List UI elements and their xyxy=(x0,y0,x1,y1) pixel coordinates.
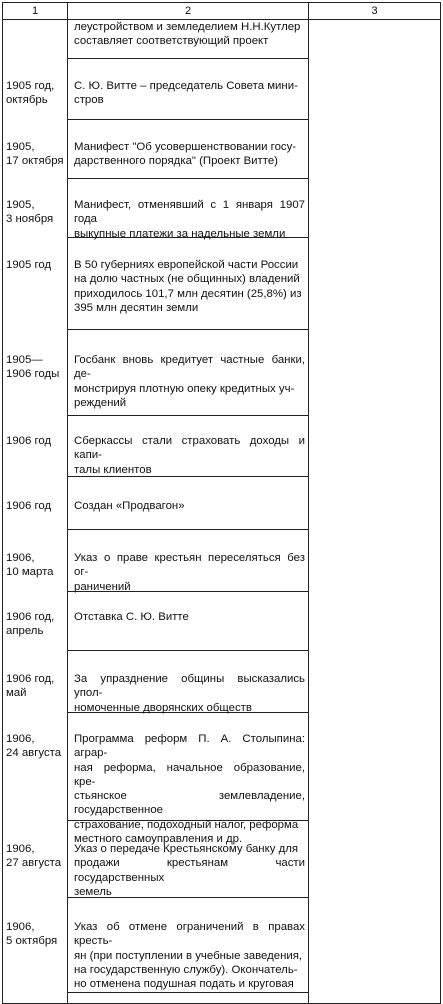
event-line: дарственного порядка" (Проект Витте) xyxy=(74,155,278,168)
date-line: 1905 год xyxy=(6,259,52,271)
table-row xyxy=(3,831,441,908)
notes-cell xyxy=(309,69,441,130)
table-row xyxy=(3,602,441,661)
event-line: но отменена подушная подать и круговая xyxy=(74,978,294,991)
date-line: май xyxy=(6,687,27,700)
notes-cell xyxy=(309,426,441,487)
event-cell xyxy=(68,723,309,846)
date-cell xyxy=(3,426,68,487)
date-line: 1906 год, xyxy=(6,673,55,685)
chronology-table xyxy=(2,2,441,1004)
event-line: составляет соответствующий проект xyxy=(74,35,269,48)
event-line: В 50 губерниях европейской части России xyxy=(74,259,299,271)
event-cell xyxy=(68,189,309,248)
event-line: приходилось 101,7 млн десятин (25,8%) из xyxy=(74,287,302,300)
event-line: номоченные дворянских обществ xyxy=(74,701,252,714)
event-text xyxy=(68,908,308,992)
event-cell xyxy=(68,908,309,1004)
date-cell xyxy=(3,831,68,908)
date-line: 17 октября xyxy=(6,155,64,168)
date-line: октябрь xyxy=(6,94,48,107)
notes-cell xyxy=(309,20,441,70)
event-line: земель xyxy=(74,885,112,898)
event-line: Сберкассы стали страховать доходы и капи- xyxy=(74,435,305,462)
date-line: 1905, xyxy=(6,199,35,211)
event-line: Указ о праве крестьян переселяться без ог- xyxy=(74,552,305,579)
notes-cell xyxy=(309,487,441,540)
event-cell xyxy=(68,69,309,130)
event-cell xyxy=(68,248,309,340)
event-cell xyxy=(68,130,309,189)
event-text xyxy=(68,340,308,415)
date-text xyxy=(3,487,67,539)
date-text xyxy=(3,248,67,339)
event-line: раничений xyxy=(74,580,131,593)
date-line: 1905 год, xyxy=(6,80,55,92)
date-line: 1906, xyxy=(6,552,35,564)
table-row xyxy=(3,661,441,723)
event-line: Указ о передаче Крестьянскому банку для xyxy=(74,843,299,855)
date-text xyxy=(3,69,67,129)
event-line: Манифест "Об усовершенствовании госу- xyxy=(74,141,297,153)
header-col-2: 2 xyxy=(68,3,309,20)
event-line: Указ об отмене ограничений в правах кресть- xyxy=(74,921,305,948)
notes-cell xyxy=(309,540,441,602)
event-cell xyxy=(68,831,309,908)
date-line: апрель xyxy=(6,625,44,638)
notes-cell xyxy=(309,189,441,248)
event-line: леустройством и земледелием Н.Н.Кутлер xyxy=(74,21,301,33)
event-line: 395 млн десятин земли xyxy=(74,301,199,314)
notes-cell xyxy=(309,130,441,189)
notes-cell xyxy=(309,248,441,340)
date-cell xyxy=(3,189,68,248)
date-line: 1906 год xyxy=(6,500,52,512)
date-cell xyxy=(3,340,68,426)
header-row xyxy=(3,3,441,20)
event-text xyxy=(68,426,308,476)
event-text xyxy=(68,540,308,591)
event-cell xyxy=(68,426,309,487)
event-line: талы клиентов xyxy=(74,463,152,476)
date-line: 1906 год, xyxy=(6,611,55,623)
date-cell xyxy=(3,723,68,831)
table-row xyxy=(3,540,441,602)
date-cell xyxy=(3,540,68,602)
date-line: 24 августа xyxy=(6,747,62,760)
table-row xyxy=(3,69,441,130)
event-text xyxy=(68,661,308,712)
date-cell xyxy=(3,908,68,1004)
table-row xyxy=(3,130,441,189)
date-cell xyxy=(3,661,68,723)
event-line: ная реформа, начальное образование, кре- xyxy=(74,761,305,788)
date-cell xyxy=(3,487,68,540)
date-text xyxy=(3,908,67,1002)
event-text xyxy=(68,723,308,846)
date-text xyxy=(3,189,67,247)
event-line: Манифест, отменявший с 1 января 1907 года xyxy=(74,199,305,226)
event-cell xyxy=(68,340,309,426)
table-row xyxy=(3,248,441,340)
notes-cell xyxy=(309,831,441,908)
notes-cell xyxy=(309,602,441,661)
date-line: 1906, xyxy=(6,843,35,855)
event-line: продажи крестьянам части государственных xyxy=(74,857,305,884)
date-line: 1906 год xyxy=(6,435,52,447)
table-row xyxy=(3,340,441,426)
header-col-1: 1 xyxy=(3,3,68,20)
event-line: Создан «Продвагон» xyxy=(74,500,185,512)
notes-cell xyxy=(309,661,441,723)
date-text xyxy=(3,723,67,830)
table-row xyxy=(3,20,441,70)
event-line: на долю частных (не общинных) владений xyxy=(74,273,300,286)
date-cell xyxy=(3,248,68,340)
event-text xyxy=(68,189,308,240)
date-line: 1905, xyxy=(6,141,35,153)
event-line: выкупные платежи за надельные земли xyxy=(74,227,286,240)
event-line: Отставка С. Ю. Витте xyxy=(74,611,189,623)
event-line: С. Ю. Витте – председатель Совета мини- xyxy=(74,80,298,92)
event-cell xyxy=(68,602,309,661)
table-row xyxy=(3,426,441,487)
table-row xyxy=(3,723,441,831)
event-line: стров xyxy=(74,94,104,107)
date-line: 1906 годы xyxy=(6,368,60,381)
table-row xyxy=(3,487,441,540)
event-cell xyxy=(68,661,309,723)
date-text xyxy=(3,602,67,660)
date-line: 1906, xyxy=(6,921,35,933)
event-line: местного самоуправления и др. xyxy=(74,833,243,846)
date-text xyxy=(3,20,67,68)
notes-cell xyxy=(309,340,441,426)
date-text xyxy=(3,130,67,188)
event-line: Госбанк вновь кредитует частные банки, де- xyxy=(74,354,305,381)
event-line: стьянское землевладение, государственное xyxy=(74,790,305,817)
date-cell xyxy=(3,602,68,661)
date-cell xyxy=(3,130,68,189)
event-text xyxy=(68,487,308,529)
event-line: реждений xyxy=(74,396,127,409)
date-line: 5 октября xyxy=(6,935,58,948)
event-line: ян (при поступлении в учебные заведения, xyxy=(74,949,303,962)
event-line: За упразднение общины высказались упол- xyxy=(74,673,305,700)
event-line: Программа реформ П. А. Столыпина: аграр- xyxy=(74,733,305,760)
event-line: страхование, подоходный налог, реформа xyxy=(74,818,299,831)
date-cell xyxy=(3,20,68,70)
event-text xyxy=(68,248,308,329)
date-line: 10 марта xyxy=(6,566,54,579)
date-text xyxy=(3,540,67,601)
event-line: на государственную службу). Окончатель- xyxy=(74,963,298,976)
table-body xyxy=(3,20,441,1004)
event-cell xyxy=(68,20,309,70)
date-cell xyxy=(3,69,68,130)
date-line: 3 ноября xyxy=(6,213,54,226)
notes-cell xyxy=(309,908,441,1004)
date-line: 1905— xyxy=(6,354,43,366)
event-cell xyxy=(68,487,309,540)
table-row xyxy=(3,189,441,248)
event-line: монстрируя плотную опеку кредитных уч- xyxy=(74,382,295,395)
event-text xyxy=(68,20,308,58)
date-text xyxy=(3,831,67,907)
table-row xyxy=(3,908,441,1004)
date-line: 1906, xyxy=(6,733,35,745)
date-text xyxy=(3,340,67,425)
date-line: 27 августа xyxy=(6,857,62,870)
header-col-3: 3 xyxy=(309,3,441,20)
notes-cell xyxy=(309,723,441,831)
event-text xyxy=(68,130,308,178)
event-cell xyxy=(68,540,309,602)
date-text xyxy=(3,426,67,486)
date-text xyxy=(3,661,67,722)
event-text xyxy=(68,602,308,650)
event-text xyxy=(68,69,308,119)
